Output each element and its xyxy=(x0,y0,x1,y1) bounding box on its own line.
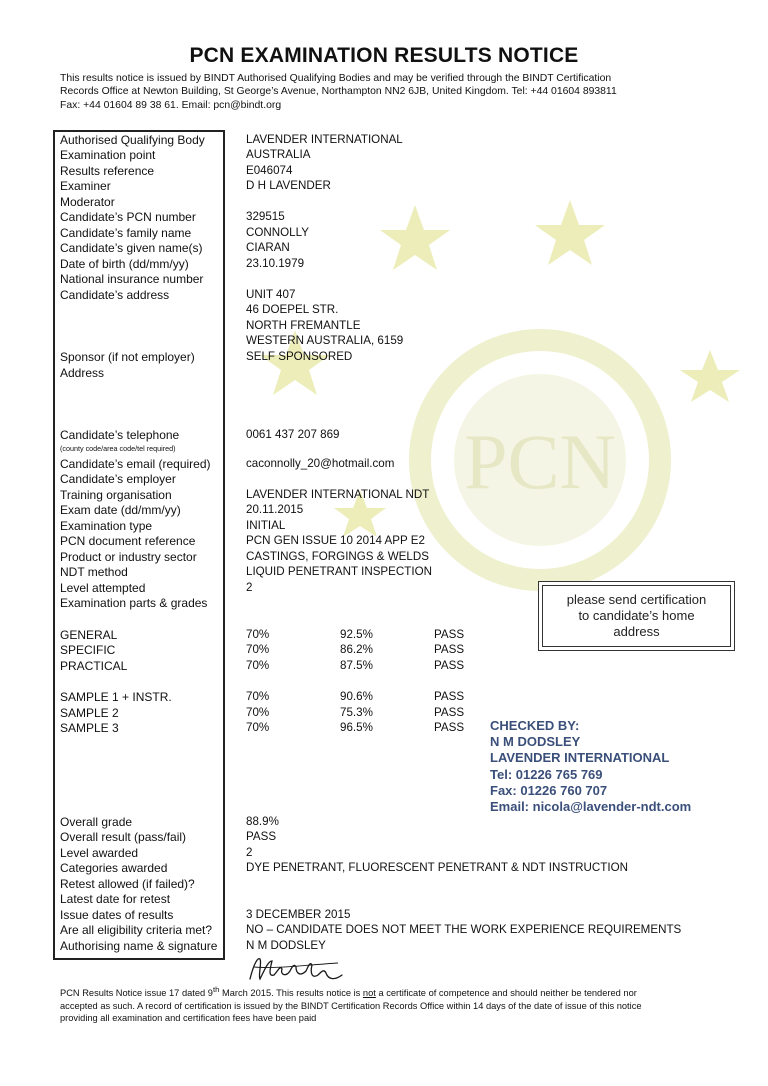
grade-required: 70% xyxy=(246,690,270,703)
note-line: address xyxy=(613,624,660,639)
outcome-label: Latest date for retest xyxy=(60,892,171,906)
grade-required: 70% xyxy=(246,643,270,656)
intro-text xyxy=(60,72,750,112)
field-label: Examination point xyxy=(60,148,156,162)
footer-line: PCN Results Notice issue 17 dated 9th March 2015. This results notice is not a certificate of competence and should neither be tendered nor xyxy=(60,985,637,999)
field-value: D H LAVENDER xyxy=(246,179,331,192)
field-label: Candidate’s PCN number xyxy=(60,210,196,224)
address-line: 46 DOEPEL STR. xyxy=(246,303,339,316)
outcome-label: Categories awarded xyxy=(60,861,168,875)
sponsor-address-label: Address xyxy=(60,366,105,380)
note-line: to candidate’s home xyxy=(578,608,695,623)
checked-line: Fax: 01226 760 707 xyxy=(490,782,608,798)
grade-score: 87.5% xyxy=(340,659,373,672)
outcome-value: 3 DECEMBER 2015 xyxy=(246,908,351,921)
address-line: WESTERN AUSTRALIA, 6159 xyxy=(246,334,404,347)
checked-line: LAVENDER INTERNATIONAL xyxy=(490,750,670,766)
certification-note-box xyxy=(538,581,735,651)
grade-result: PASS xyxy=(434,706,465,719)
field-value: LIQUID PENETRANT INSPECTION xyxy=(246,565,432,578)
footer-line: providing all examination and certification fees have been paid xyxy=(60,1013,317,1024)
grade-required: 70% xyxy=(246,706,270,719)
field-label: Moderator xyxy=(60,195,115,209)
grade-part: SAMPLE 1 + INSTR. xyxy=(60,690,172,704)
grade-required: 70% xyxy=(246,659,270,672)
field-value: caconnolly_20@hotmail.com xyxy=(246,457,395,470)
field-value: E046074 xyxy=(246,164,293,177)
grade-part: SPECIFIC xyxy=(60,643,116,657)
field-label: Candidate’s family name xyxy=(60,226,192,240)
field-label: Examination type xyxy=(60,519,153,533)
grade-result: PASS xyxy=(434,659,465,672)
field-label: Exam date (dd/mm/yy) xyxy=(60,503,181,517)
field-value: INITIAL xyxy=(246,519,286,532)
field-label: Examination parts & grades xyxy=(60,596,208,610)
intro-line: Fax: +44 01604 89 38 61. Email: pcn@bindt.org xyxy=(60,99,282,111)
field-value: CASTINGS, FORGINGS & WELDS xyxy=(246,550,429,563)
grade-score: 75.3% xyxy=(340,706,373,719)
note-line: please send certification xyxy=(566,592,707,607)
footer-line: accepted as such. A record of certification is issued by the BINDT Certification Records Office within 14 days of the date of issue of this notice xyxy=(60,1000,642,1011)
checked-line: Tel: 01226 765 769 xyxy=(490,766,603,782)
watermark-star-1 xyxy=(380,205,450,270)
intro-line: Records Office at Newton Building, St George’s Avenue, Northampton NN2 6JB, United Kingdom. Tel: +44 01604 893811 xyxy=(60,86,617,98)
sponsor-label: Sponsor (if not employer) xyxy=(60,350,195,364)
field-label: Candidate’s employer xyxy=(60,472,176,486)
field-value: CIARAN xyxy=(246,241,290,254)
grade-result: PASS xyxy=(434,643,465,656)
grade-part: SAMPLE 3 xyxy=(60,721,119,735)
telephone-value: 0061 437 207 869 xyxy=(246,428,340,441)
watermark-star-2 xyxy=(535,200,605,265)
outcome-value: PASS xyxy=(246,830,277,843)
grade-part: SAMPLE 2 xyxy=(60,706,119,720)
outcome-value: 2 xyxy=(246,846,253,859)
field-value: PCN GEN ISSUE 10 2014 APP E2 xyxy=(246,534,425,547)
field-label: Candidate’s address xyxy=(60,288,170,302)
grade-score: 92.5% xyxy=(340,628,373,641)
outcome-label: Issue dates of results xyxy=(60,908,174,922)
grade-score: 86.2% xyxy=(340,643,373,656)
field-value: LAVENDER INTERNATIONAL NDT xyxy=(246,488,430,501)
sponsor-value: SELF SPONSORED xyxy=(246,350,353,363)
grade-part: GENERAL xyxy=(60,628,118,642)
outcome-label: Overall grade xyxy=(60,815,133,829)
field-label: Results reference xyxy=(60,164,155,178)
field-value: 20.11.2015 xyxy=(246,503,304,516)
checked-line: N M DODSLEY xyxy=(490,734,581,750)
field-value: UNIT 407 xyxy=(246,288,296,301)
field-value: 23.10.1979 xyxy=(246,257,305,270)
telephone-label: Candidate’s telephone xyxy=(60,428,180,442)
field-value: CONNOLLY xyxy=(246,226,309,239)
field-label: Product or industry sector xyxy=(60,550,197,564)
field-label: National insurance number xyxy=(60,272,204,286)
grade-required: 70% xyxy=(246,721,270,734)
outcome-value: 88.9% xyxy=(246,815,279,828)
outcome-value: NO – CANDIDATE DOES NOT MEET THE WORK EXPERIENCE REQUIREMENTS xyxy=(246,923,682,936)
checked-by-stamp xyxy=(490,718,691,815)
address-line: NORTH FREMANTLE xyxy=(246,319,361,332)
field-value: 2 xyxy=(246,581,253,594)
field-label: NDT method xyxy=(60,565,128,579)
grade-required: 70% xyxy=(246,628,270,641)
field-value: 329515 xyxy=(246,210,285,223)
field-label: Candidate’s given name(s) xyxy=(60,241,203,255)
page-title: PCN EXAMINATION RESULTS NOTICE xyxy=(189,44,579,67)
outcome-label: Are all eligibility criteria met? xyxy=(60,923,213,937)
field-label: Candidate’s email (required) xyxy=(60,457,211,471)
handwritten-signature xyxy=(246,949,346,989)
grade-part: PRACTICAL xyxy=(60,659,128,673)
grade-score: 90.6% xyxy=(340,690,373,703)
outcome-label: Retest allowed (if failed)? xyxy=(60,877,195,891)
checked-line: CHECKED BY: xyxy=(490,718,580,733)
footer-disclaimer xyxy=(60,984,740,1025)
grade-score: 96.5% xyxy=(340,721,373,734)
grade-result: PASS xyxy=(434,690,465,703)
outcome-label: Level awarded xyxy=(60,846,139,860)
field-value: AUSTRALIA xyxy=(246,148,311,161)
field-label: Examiner xyxy=(60,179,111,193)
field-label: Authorised Qualifying Body xyxy=(60,133,205,147)
field-label: Level attempted xyxy=(60,581,146,595)
watermark-text: PCN xyxy=(464,418,616,505)
telephone-sublabel: (county code/area code/tel required) xyxy=(60,444,176,453)
outcome-label: Overall result (pass/fail) xyxy=(60,830,187,844)
outcome-value: DYE PENETRANT, FLUORESCENT PENETRANT & NDT INSTRUCTION xyxy=(246,861,628,874)
field-label: Date of birth (dd/mm/yy) xyxy=(60,257,189,271)
field-label: Training organisation xyxy=(60,488,172,502)
intro-line: This results notice is issued by BINDT Authorised Qualifying Bodies and may be verified through the BINDT Certification xyxy=(60,73,612,84)
grade-result: PASS xyxy=(434,628,465,641)
outcome-label: Authorising name & signature xyxy=(60,939,218,953)
outcome-value: N M DODSLEY xyxy=(246,939,326,952)
field-value: LAVENDER INTERNATIONAL xyxy=(246,133,403,146)
grade-result: PASS xyxy=(434,721,465,734)
field-label: PCN document reference xyxy=(60,534,196,548)
watermark-star-3 xyxy=(680,350,740,402)
checked-line: Email: nicola@lavender-ndt.com xyxy=(490,799,692,815)
